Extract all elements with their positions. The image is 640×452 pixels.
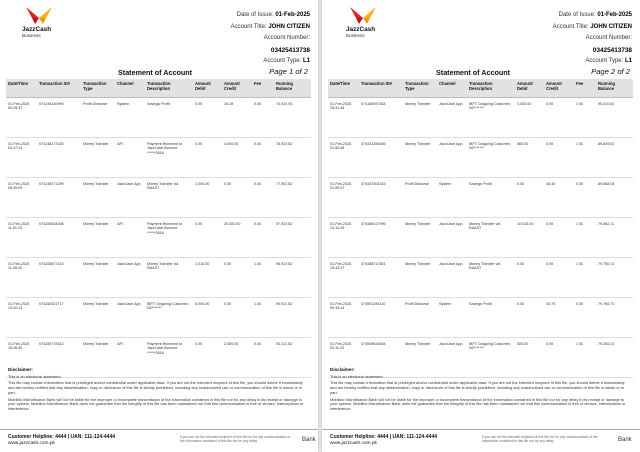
disclaimer-line-3: Mobilink Microfinance Bank will not be liable for the improper or incomplete transmission of the information contained in this file nor for any delay in its receipt or damage to your system. Mobilink Microfinance Bank does not guarantee that the integrity of this file has been maintained nor that this communication is free of viruses, interceptions or interference.: [330, 396, 626, 411]
footer-website[interactable]: www.jazzcash.com.pk: [330, 441, 377, 446]
brand-sub: Business: [22, 33, 41, 38]
cell-amount-credit: 0.00: [222, 298, 252, 338]
cell-fee: 1.00: [574, 98, 596, 138]
cell-date-time: 01-Feb-2025 09:19:14: [328, 298, 359, 338]
number-label: Account Number:: [585, 35, 632, 41]
cell-fee: 1.00: [574, 138, 596, 178]
column-header-date-time: Date/Time: [6, 79, 37, 98]
footer-note: If you are not the intended recipient of this file nor for any communication of the information contained in this file nor for any delay: [180, 435, 290, 443]
statement-page-2: [322, 0, 640, 452]
cell-channel: JazzCash App: [437, 258, 467, 298]
cell-fee: 1.00: [574, 218, 596, 258]
column-header-fee: Fee: [252, 79, 274, 98]
cell-transaction-description: IBFT Outgoing Customer-N2*******: [145, 298, 193, 338]
cell-amount-debit: 10,015.00: [515, 218, 544, 258]
statement-title: Statement of Account: [436, 68, 511, 77]
table-row: [328, 138, 633, 178]
table-body: [328, 98, 633, 378]
cell-transaction-id: 074466417996: [359, 218, 403, 258]
column-header-transaction-description: Transaction Description: [467, 79, 515, 98]
cell-date-time: 01-Feb-2025 11:01:13: [6, 218, 37, 258]
cell-channel: JazzCash App: [115, 258, 145, 298]
cell-running-balance: 97,922.62: [274, 218, 311, 258]
cell-date-time: 01-Feb-2025 14:14:39: [328, 218, 359, 258]
column-header-amount-debit: Amount Debit: [193, 79, 222, 98]
cell-transaction-type: Profit Disburse: [403, 298, 437, 338]
cell-transaction-type: Money Transfer: [81, 258, 115, 298]
cell-fee: 0.00: [252, 138, 274, 178]
statement-title: Statement of Account: [118, 68, 193, 77]
footer-bank-label: Bank: [302, 437, 316, 443]
cell-transaction-type: Profit Disburse: [403, 178, 437, 218]
cell-transaction-description: Payment Received to JazzCash Account ******2816: [145, 338, 193, 378]
cell-transaction-id: 074501194310: [359, 298, 403, 338]
cell-amount-debit: 6,000.00: [193, 298, 222, 338]
cell-date-time: 01-Feb-2025 20:11:23: [328, 338, 359, 378]
cell-running-balance: 93,411.62: [274, 338, 311, 378]
title-value: JOHN CITIZEN: [590, 23, 632, 30]
cell-running-balance: 89,849.62: [596, 138, 633, 178]
cell-date-time: 01-Feb-2025 15:31:48: [328, 98, 359, 138]
date-label: Date of Issue:: [236, 12, 274, 18]
brand-name: JazzCash: [346, 26, 376, 33]
cell-transaction-description: Payment Received to JazzCash Account ******2816: [145, 218, 193, 258]
cell-transaction-description: Money Transfer via RAAST: [467, 258, 515, 298]
table-row: [328, 258, 633, 298]
cell-fee: 0.00: [252, 338, 274, 378]
cell-transaction-description: Savings Profit: [145, 98, 193, 138]
cell-running-balance: 89,868.08: [596, 178, 633, 218]
cell-fee: 0.00: [574, 178, 596, 218]
brand-name: JazzCash: [22, 26, 52, 33]
cell-running-balance: 96,912.62: [274, 258, 311, 298]
cell-transaction-type: Money Transfer: [403, 338, 437, 378]
cell-date-time: 01-Feb-2025 05:49:09: [6, 178, 37, 218]
table-row: [6, 98, 311, 138]
statement-page-1: [0, 0, 318, 452]
footer-helpline: Customer Helpline: 4444 | UAN: 111-124-4444: [8, 434, 116, 440]
jazzcash-logo: [346, 5, 380, 38]
table-row: [6, 138, 311, 178]
cell-running-balance: 77,902.62: [274, 178, 311, 218]
table-header-row: [6, 79, 311, 98]
table-row: [328, 298, 633, 338]
transactions-table: [6, 79, 311, 378]
cell-channel: JazzCash App: [437, 218, 467, 258]
number-value: 03425413738: [270, 46, 310, 54]
disclaimer-heading: Disclaimer:: [330, 367, 355, 372]
cell-transaction-type: Profit Disburse: [81, 98, 115, 138]
cell-running-balance: 90,410.62: [596, 98, 633, 138]
disclaimer-line-2: This file may contain information that is privileged and/or confidential under applicable laws. If you are not the intended recipient of this file, you should delete it immediately and are hereby notified that any dissemination, copy or disclosure of this file is strictly prohibited, including any unauthorized use or communication of this file in whole or in part.: [330, 380, 625, 395]
cell-channel: JazzCash App: [437, 98, 467, 138]
cell-channel: System: [437, 178, 467, 218]
cell-transaction-id: 074165097364: [359, 98, 403, 138]
cell-transaction-description: IBFT Outgoing Customer-N2*******: [467, 98, 515, 138]
jazzcash-logo-icon: [346, 5, 380, 25]
cell-amount-credit: 0.00: [544, 98, 574, 138]
cell-transaction-id: 074160677416: [37, 258, 81, 298]
cell-running-balance: 74,924.93: [274, 98, 311, 138]
column-header-transaction-id: Transaction ID#: [359, 79, 403, 98]
cell-transaction-description: Money Transfer via RAAST: [145, 178, 193, 218]
disclaimer-line-1: This is an electronic statement.: [8, 373, 62, 379]
table-row: [6, 218, 311, 258]
cell-date-time: 01-Feb-2025 13:42:13: [6, 298, 37, 338]
cell-channel: API: [115, 338, 145, 378]
cell-amount-credit: 0.00: [544, 218, 574, 258]
column-header-channel: Channel: [437, 79, 467, 98]
cell-amount-credit: 0.00: [544, 338, 574, 378]
cell-transaction-type: Money Transfer: [81, 298, 115, 338]
table-body: [6, 98, 311, 378]
disclaimer-line-1: This is an electronic statement.: [330, 373, 384, 379]
account-header: [231, 10, 310, 68]
cell-running-balance: 79,766.70: [596, 298, 633, 338]
column-header-date-time: Date/Time: [328, 79, 359, 98]
column-header-transaction-description: Transaction Description: [145, 79, 193, 98]
disclaimer: [8, 368, 310, 414]
cell-fee: 1.00: [252, 258, 274, 298]
cell-amount-credit: 0.00: [222, 258, 252, 298]
type-label: Account Type:: [263, 58, 302, 64]
cell-amount-credit: 20,000.00: [222, 218, 252, 258]
cell-amount-debit: 0.00: [515, 178, 544, 218]
cell-date-time: 01-Feb-2025 11:28:10: [6, 258, 37, 298]
cell-transaction-type: Money Transfer: [81, 338, 115, 378]
cell-transaction-description: Payment Received to JazzCash Account ******2816: [145, 138, 193, 178]
cell-transaction-type: Money Transfer: [403, 218, 437, 258]
cell-fee: 1.00: [252, 298, 274, 338]
cell-transaction-type: Money Transfer: [81, 138, 115, 178]
cell-running-balance: 79,852.11: [596, 218, 633, 258]
cell-date-time: 01-Feb-2025 19:33:27: [328, 258, 359, 298]
cell-transaction-id: 074160421717: [37, 298, 81, 338]
cell-fee: 1.00: [574, 338, 596, 378]
cell-amount-debit: 0.00: [515, 298, 544, 338]
cell-fee: 0.00: [252, 218, 274, 258]
cell-fee: 0.00: [252, 178, 274, 218]
cell-transaction-type: Money Transfer: [403, 98, 437, 138]
jazzcash-logo-icon: [22, 5, 56, 25]
column-header-transaction-type: Transaction Type: [81, 79, 115, 98]
cell-date-time: 01-Feb-2025 21:59:07: [328, 178, 359, 218]
column-header-amount-credit: Amount Credit: [544, 79, 574, 98]
cell-transaction-description: Savings Profit: [467, 298, 515, 338]
cell-transaction-description: Money Transfer via RAAST: [145, 258, 193, 298]
account-header: [553, 10, 632, 68]
footer-note: If you are not the intended recipient of this file nor for any communication of the information contained in this file nor for any delay: [482, 435, 598, 443]
type-label: Account Type:: [585, 58, 624, 64]
cell-transaction-id: 074488717561: [359, 258, 403, 298]
cell-amount-debit: 0.00: [515, 258, 544, 298]
transactions-table: [328, 79, 633, 378]
type-value: L1: [624, 58, 632, 64]
column-header-fee: Fee: [574, 79, 596, 98]
disclaimer-heading: Disclaimer:: [8, 367, 33, 372]
cell-amount-credit: 4,000.00: [222, 138, 252, 178]
cell-channel: System: [115, 98, 145, 138]
cell-amount-debit: 3,000.00: [515, 98, 544, 138]
cell-amount-debit: 0.00: [193, 338, 222, 378]
cell-running-balance: 90,911.62: [274, 298, 311, 338]
column-header-transaction-type: Transaction Type: [403, 79, 437, 98]
disclaimer: [330, 368, 632, 414]
cell-amount-credit: 0.00: [544, 258, 574, 298]
column-header-running-balance: Running Balance: [596, 79, 633, 98]
title-value: JOHN CITIZEN: [268, 23, 310, 30]
cell-channel: JazzCash App: [115, 178, 145, 218]
cell-running-balance: 79,265.23: [596, 338, 633, 378]
cell-amount-credit: 18.46: [544, 178, 574, 218]
type-value: L1: [302, 58, 310, 64]
column-header-running-balance: Running Balance: [274, 79, 311, 98]
cell-amount-credit: 2,500.00: [222, 338, 252, 378]
cell-channel: API: [115, 218, 145, 258]
cell-amount-credit: 0.00: [544, 138, 574, 178]
cell-amount-credit: 15.19: [222, 98, 252, 138]
cell-transaction-id: 074160634498: [37, 218, 81, 258]
cell-amount-credit: 16.79: [544, 298, 574, 338]
cell-date-time: 01-Feb-2025 03:47:14: [6, 138, 37, 178]
cell-transaction-id: 074508924654: [359, 338, 403, 378]
date-label: Date of Issue:: [558, 12, 596, 18]
column-header-amount-credit: Amount Credit: [222, 79, 252, 98]
cell-transaction-type: Money Transfer: [81, 178, 115, 218]
cell-amount-debit: 0.00: [193, 138, 222, 178]
cell-transaction-id: 074145140999: [37, 98, 81, 138]
cell-fee: 0.00: [252, 98, 274, 138]
page-footer: [0, 429, 318, 452]
date-value: 01-Feb-2025: [597, 12, 632, 18]
cell-fee: 1.00: [574, 258, 596, 298]
disclaimer-line-2: This file may contain information that is privileged and/or confidential under applicable laws. If you are not the intended recipient of this file, you should delete it immediately and are hereby notified that any dissemination, copy or disclosure of this file is strictly prohibited, including any unauthorized use or communication of this file in whole or in part.: [8, 380, 303, 395]
cell-running-balance: 78,922.62: [274, 138, 311, 178]
cell-channel: JazzCash App: [437, 138, 467, 178]
table-row: [6, 178, 311, 218]
jazzcash-logo: [22, 5, 56, 38]
number-label: Account Number:: [263, 35, 310, 41]
cell-transaction-description: Savings Profit: [467, 178, 515, 218]
table-row: [6, 298, 311, 338]
cell-amount-debit: 560.00: [515, 138, 544, 178]
footer-bank-label: Bank: [618, 437, 632, 443]
column-header-amount-debit: Amount Debit: [515, 79, 544, 98]
cell-transaction-description: IBFT Outgoing Customer-N2*******: [467, 138, 515, 178]
number-value: 03425413738: [592, 46, 632, 54]
cell-date-time: 01-Feb-2025 21:52:08: [328, 138, 359, 178]
disclaimer-line-3: Mobilink Microfinance Bank will not be liable for the improper or incomplete transmission of the information contained in this file nor for any delay in its receipt or damage to your system. Mobilink Microfinance Bank does not guarantee that the integrity of this file has been maintained nor that this communication is free of viruses, interceptions or interference.: [8, 396, 304, 411]
cell-transaction-type: Money Transfer: [81, 218, 115, 258]
page-footer: [322, 429, 640, 452]
table-row: [328, 98, 633, 138]
cell-channel: JazzCash App: [437, 338, 467, 378]
column-header-transaction-id: Transaction ID#: [37, 79, 81, 98]
cell-channel: JazzCash App: [115, 298, 145, 338]
cell-transaction-description: Money Transfer via RAAST: [467, 218, 515, 258]
cell-transaction-description: IBFT Outgoing Customer-N2*******: [467, 338, 515, 378]
cell-transaction-type: Money Transfer: [403, 138, 437, 178]
cell-date-time: 01-Feb-2025 15:26:49: [6, 338, 37, 378]
footer-website[interactable]: www.jazzcash.com.pk: [8, 441, 55, 446]
brand-sub: Business: [346, 33, 365, 38]
cell-transaction-id: 074169778312: [37, 338, 81, 378]
cell-transaction-id: 074149271299: [37, 178, 81, 218]
table-row: [328, 178, 633, 218]
page-number: Page 2 of 2: [591, 67, 630, 76]
cell-amount-debit: 1,010.00: [193, 258, 222, 298]
cell-transaction-id: 074148177426: [37, 138, 81, 178]
date-value: 01-Feb-2025: [275, 12, 310, 18]
table-row: [328, 218, 633, 258]
cell-running-balance: 79,750.11: [596, 258, 633, 298]
cell-transaction-id: 074431395466: [359, 138, 403, 178]
footer-helpline: Customer Helpline: 4444 | UAN: 111-124-4444: [330, 434, 438, 440]
cell-amount-debit: 500.00: [515, 338, 544, 378]
title-label: Account Title:: [552, 23, 589, 30]
cell-channel: API: [115, 138, 145, 178]
cell-amount-debit: 0.00: [193, 98, 222, 138]
table-row: [6, 258, 311, 298]
table-header-row: [328, 79, 633, 98]
cell-channel: System: [437, 298, 467, 338]
page-number: Page 1 of 2: [269, 67, 308, 76]
title-label: Account Title:: [230, 23, 267, 30]
cell-amount-debit: 1,000.00: [193, 178, 222, 218]
cell-amount-credit: 0.00: [222, 178, 252, 218]
cell-date-time: 01-Feb-2025 00:29:37: [6, 98, 37, 138]
column-header-channel: Channel: [115, 79, 145, 98]
cell-amount-debit: 0.00: [193, 218, 222, 258]
cell-fee: 0.00: [574, 298, 596, 338]
cell-transaction-type: Money Transfer: [403, 258, 437, 298]
cell-transaction-id: 074447004316: [359, 178, 403, 218]
